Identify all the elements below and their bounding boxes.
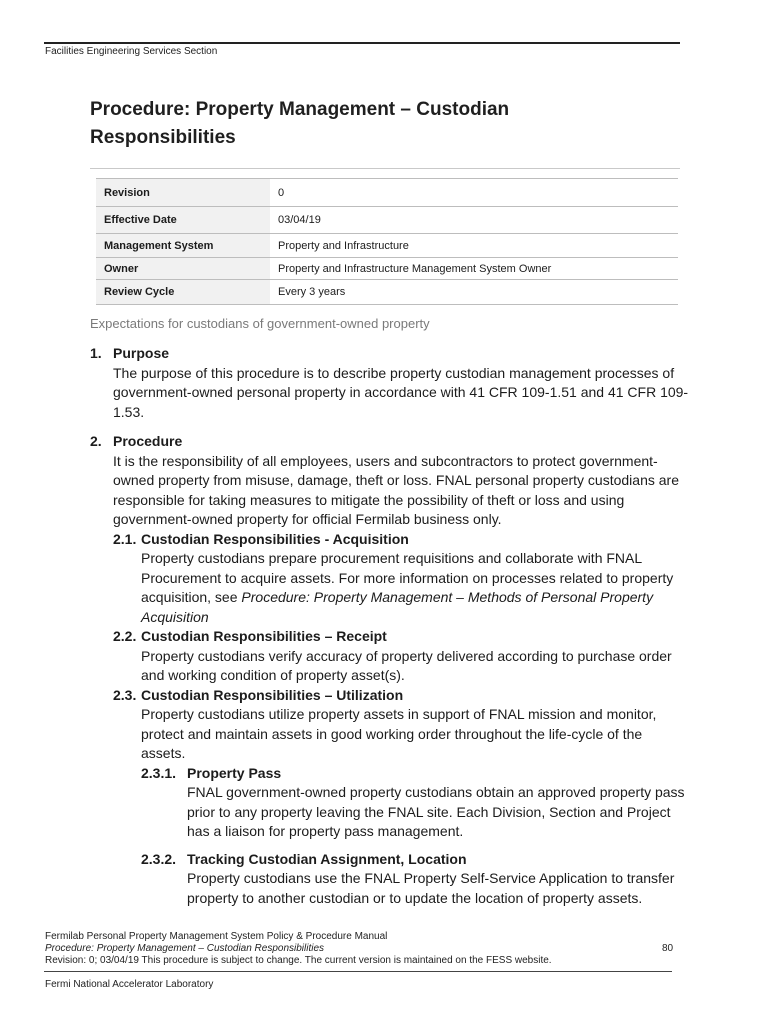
subsection-heading: Custodian Responsibilities - Acquisition [141, 530, 409, 547]
subsection-number: 2.3. [113, 686, 137, 703]
subsection-number: 2.3.1. [141, 764, 177, 781]
footer-procedure: Procedure: Property Management – Custodian Responsibilities [45, 943, 325, 954]
subsection-number: 2.3.2. [141, 850, 177, 867]
title-divider [90, 168, 680, 169]
meta-value: 0 [278, 186, 285, 199]
section-number: 2. [90, 433, 102, 449]
footer-revision: Revision: 0; 03/04/19 This procedure is subject to change. The current version is maintained on the FESS website. [45, 955, 552, 966]
metadata-table [96, 178, 678, 305]
meta-key: Revision [96, 179, 270, 207]
subsection-text: Property custodians verify accuracy of property delivered according to purchase order and working condition of property asset(s). [141, 647, 672, 683]
subsection-2-1 [113, 530, 690, 628]
header-section-label: Facilities Engineering Services Section [45, 46, 218, 57]
page-number: 80 [662, 943, 674, 954]
subsection-2-3-1 [141, 764, 690, 842]
section-purpose [90, 344, 690, 422]
section-heading: Purpose [113, 345, 170, 361]
procedure-reference: Procedure: Property Management – Methods of Personal Property Acquisition [141, 589, 654, 625]
table-row [96, 258, 678, 280]
table-row [96, 179, 678, 207]
subsection-2-3 [113, 686, 690, 764]
subsection-heading: Property Pass [187, 764, 282, 781]
section-heading: Procedure [113, 433, 183, 449]
table-row [96, 207, 678, 234]
meta-key: Review Cycle [96, 280, 270, 305]
subsection-text [141, 549, 690, 627]
section-text: It is the responsibility of all employees, users and subcontractors to protect government-owned property from misuse, damage, theft or loss. FNAL personal property custodians are responsible for taking measures to mitigate the possibility of theft or loss and using government-owned property for official Fermilab business only. [113, 452, 679, 527]
subsection-2-3-2 [141, 850, 690, 909]
meta-value: Property and Infrastructure Management System Owner [278, 262, 552, 275]
meta-key: Effective Date [96, 207, 270, 234]
header-rule [44, 42, 680, 44]
footer-organization: Fermi National Accelerator Laboratory [45, 979, 214, 990]
table-row [96, 234, 678, 258]
subsection-text: FNAL government-owned property custodians obtain an approved property pass prior to any property leaving the FNAL site. Each Division, Section and Project has a liaison for property pass management. [187, 784, 685, 839]
subsection-number: 2.2. [113, 628, 137, 644]
table-row [96, 280, 678, 305]
section-text: The purpose of this procedure is to describe property custodian management processes of government-owned personal property in accordance with 41 CFR 109-1.51 and 41 CFR 109-1.53. [113, 364, 689, 420]
section-number: 1. [90, 345, 102, 361]
meta-key: Management System [96, 234, 270, 258]
subsection-text: Property custodians utilize property assets in support of FNAL mission and monitor, protect and maintain assets in good working order throughout the life-cycle of the assets. [141, 706, 657, 761]
subsection-2-2 [113, 627, 690, 686]
subsection-text-body: Property custodians prepare procurement requisitions and collaborate with FNAL Procurement to acquire assets. For more information on processes related to property acquisition, see [141, 550, 674, 605]
meta-value: 03/04/19 [278, 214, 321, 226]
section-procedure [90, 432, 690, 908]
subsection-number: 2.1. [113, 530, 137, 547]
subsection-heading: Custodian Responsibilities – Receipt [141, 628, 387, 644]
subsection-text: Property custodians use the FNAL Property Self-Service Application to transfer property to another custodian or to update the location of property assets. [187, 870, 675, 906]
meta-key: Owner [96, 258, 270, 280]
subsection-heading: Custodian Responsibilities – Utilization [141, 686, 404, 703]
subsection-heading: Tracking Custodian Assignment, Location [187, 850, 467, 867]
meta-value: Every 3 years [278, 286, 346, 298]
footer-manual: Fermilab Personal Property Management System Policy & Procedure Manual [45, 931, 388, 942]
page-title: Procedure: Property Management – Custodian Responsibilities [90, 99, 510, 148]
document-body [90, 344, 690, 908]
meta-value: Property and Infrastructure [278, 239, 409, 252]
footer-rule [44, 971, 672, 972]
document-subtitle: Expectations for custodians of government-owned property [90, 316, 430, 331]
